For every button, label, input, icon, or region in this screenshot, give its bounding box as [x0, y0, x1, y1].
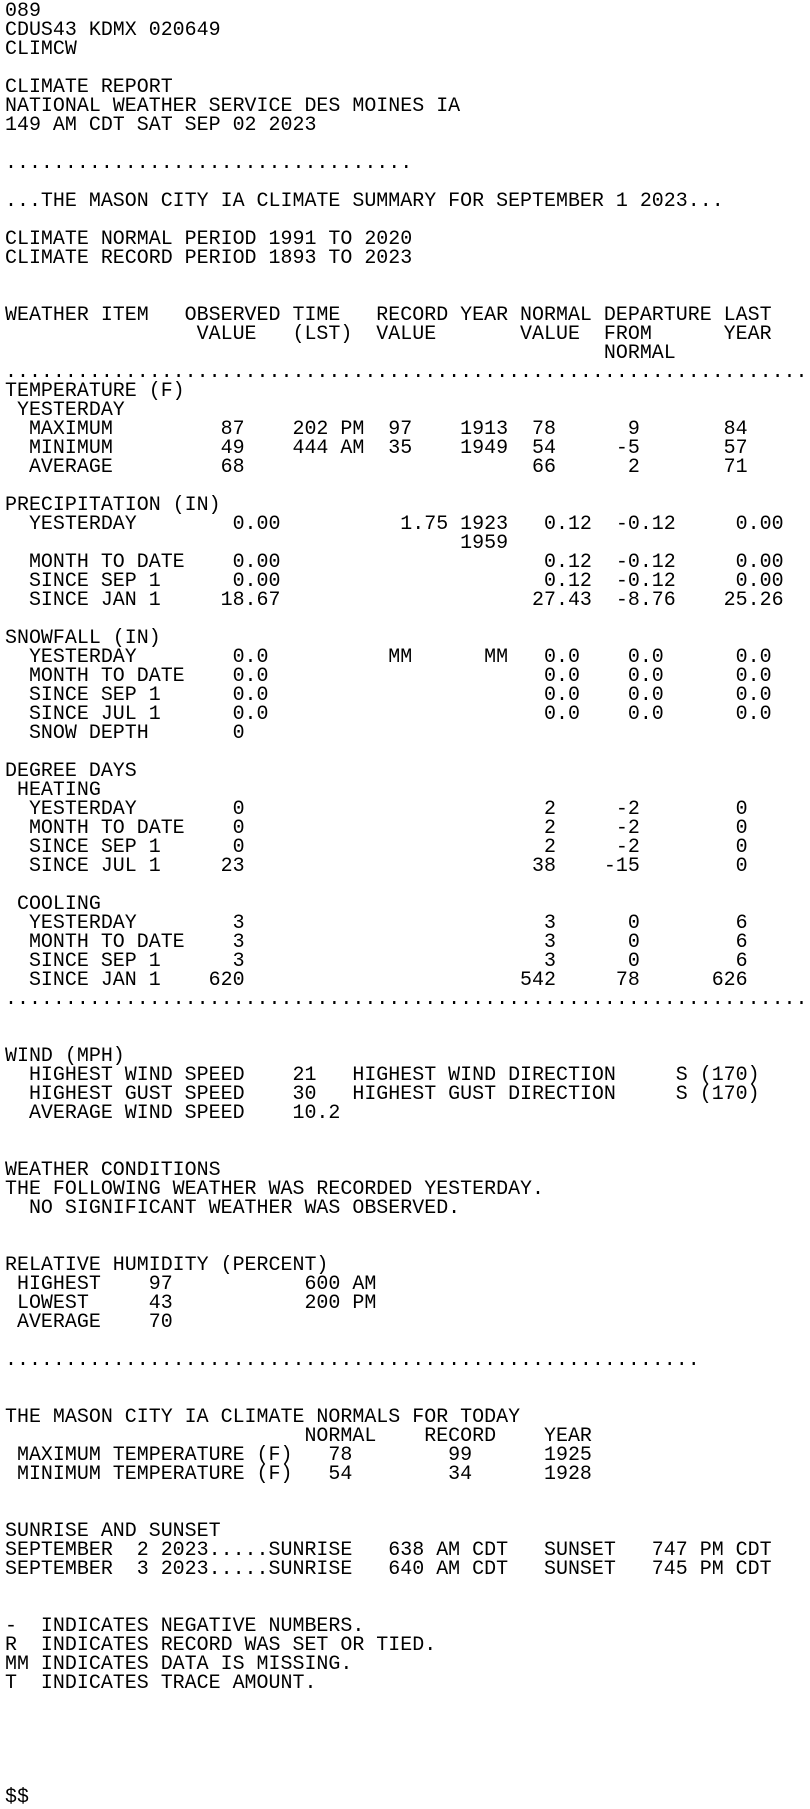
report-line: SEPTEMBER 2 2023.....SUNRISE 638 AM CDT SUNSET 747 PM CDT	[4, 1539, 772, 1562]
report-line: MONTH TO DATE 0 2 -2 0	[4, 817, 748, 840]
report-line: YESTERDAY 3 3 0 6	[4, 912, 748, 935]
report-line: YESTERDAY 0 2 -2 0	[4, 798, 748, 821]
report-line: MM INDICATES DATA IS MISSING.	[4, 1653, 353, 1676]
report-line	[5, 1484, 808, 1503]
report-line: SNOWFALL (IN)	[4, 627, 161, 650]
report-line: WIND (MPH)	[4, 1045, 125, 1068]
report-line: T INDICATES TRACE AMOUNT.	[4, 1672, 317, 1695]
report-line: SEPTEMBER 3 2023.....SUNRISE 640 AM CDT SUNSET 745 PM CDT	[4, 1558, 772, 1581]
report-line: ...................................................................	[4, 361, 808, 384]
report-line: WEATHER CONDITIONS	[4, 1159, 221, 1182]
report-line: CLIMATE RECORD PERIOD 1893 TO 2023	[4, 247, 413, 270]
report-line: R INDICATES RECORD WAS SET OR TIED.	[4, 1634, 437, 1657]
report-line: SINCE SEP 1 0.00 0.12 -0.12 0.00	[4, 570, 784, 593]
report-line: PRECIPITATION (IN)	[4, 494, 221, 517]
report-line: SINCE JAN 1 18.67 27.43 -8.76 25.26	[4, 589, 784, 612]
report-line	[5, 1009, 808, 1028]
report-line	[5, 268, 808, 287]
report-line: 149 AM CDT SAT SEP 02 2023	[4, 114, 317, 137]
report-line: MONTH TO DATE 3 3 0 6	[4, 931, 748, 954]
report-line: LOWEST 43 200 PM	[4, 1292, 377, 1315]
report-line: COOLING	[4, 893, 101, 916]
report-line: SUNRISE AND SUNSET	[4, 1520, 221, 1543]
report-line: MINIMUM TEMPERATURE (F) 54 34 1928	[4, 1463, 592, 1486]
report-line: MONTH TO DATE 0.00 0.12 -0.12 0.00	[4, 551, 784, 574]
report-line: YESTERDAY	[4, 399, 125, 422]
report-line: SINCE JAN 1 620 542 78 626	[4, 969, 748, 992]
report-line: THE MASON CITY IA CLIMATE NORMALS FOR TODAY	[4, 1406, 521, 1429]
report-line: VALUE (LST) VALUE VALUE FROM YEAR	[4, 323, 772, 346]
report-line: ..........................................................	[4, 1349, 700, 1372]
report-line: SINCE SEP 1 0.0 0.0 0.0 0.0	[4, 684, 772, 707]
report-line: HIGHEST 97 600 AM	[4, 1273, 377, 1296]
report-line: $$	[4, 1786, 29, 1809]
report-line: 089	[4, 0, 41, 23]
report-line: SINCE SEP 1 0 2 -2 0	[4, 836, 748, 859]
report-line	[5, 1028, 808, 1047]
report-line: TEMPERATURE (F)	[4, 380, 185, 403]
report-line: NORMAL	[4, 342, 676, 365]
report-line: AVERAGE WIND SPEED 10.2	[4, 1102, 341, 1125]
report-line	[5, 1218, 808, 1237]
report-line: THE FOLLOWING WEATHER WAS RECORDED YESTERDAY.	[4, 1178, 545, 1201]
report-line: SNOW DEPTH 0	[4, 722, 245, 745]
report-line: - INDICATES NEGATIVE NUMBERS.	[4, 1615, 365, 1638]
report-line: NATIONAL WEATHER SERVICE DES MOINES IA	[4, 95, 461, 118]
report-line: MINIMUM 49 444 AM 35 1949 54 -5 57	[4, 437, 748, 460]
report-line	[5, 1370, 808, 1389]
report-line	[5, 876, 808, 895]
report-line: CDUS43 KDMX 020649	[4, 19, 221, 42]
report-line: MONTH TO DATE 0.0 0.0 0.0 0.0	[4, 665, 772, 688]
report-line: NORMAL RECORD YEAR	[4, 1425, 592, 1448]
report-line: CLIMCW	[4, 38, 77, 61]
report-line	[5, 1712, 808, 1731]
report-line: ...THE MASON CITY IA CLIMATE SUMMARY FOR SEPTEMBER 1 2023...	[4, 190, 724, 213]
report-line	[5, 1693, 808, 1712]
report-line: CLIMATE REPORT	[4, 76, 173, 99]
report-line: SINCE SEP 1 3 3 0 6	[4, 950, 748, 973]
report-line: WEATHER ITEM OBSERVED TIME RECORD YEAR NORMAL DEPARTURE LAST	[4, 304, 772, 327]
report-line: HIGHEST WIND SPEED 21 HIGHEST WIND DIRECTION S (170)	[4, 1064, 760, 1087]
report-line	[5, 1579, 808, 1598]
report-line: SINCE JUL 1 23 38 -15 0	[4, 855, 748, 878]
report-line: DEGREE DAYS	[4, 760, 137, 783]
report-line: ..................................	[4, 152, 413, 175]
report-line: MAXIMUM 87 202 PM 97 1913 78 9 84	[4, 418, 748, 441]
report-line: YESTERDAY 0.00 1.75 1923 0.12 -0.12 0.00	[4, 513, 784, 536]
report-line: SINCE JUL 1 0.0 0.0 0.0 0.0	[4, 703, 772, 726]
report-line: NO SIGNIFICANT WEATHER WAS OBSERVED.	[4, 1197, 461, 1220]
report-line	[5, 1731, 808, 1750]
report-line: AVERAGE 68 66 2 71	[4, 456, 748, 479]
report-line: AVERAGE 70	[4, 1311, 173, 1334]
report-line: MAXIMUM TEMPERATURE (F) 78 99 1925	[4, 1444, 592, 1467]
report-line	[5, 1769, 808, 1788]
report-line: RELATIVE HUMIDITY (PERCENT)	[4, 1254, 329, 1277]
report-line	[5, 1750, 808, 1769]
report-line	[5, 1123, 808, 1142]
report-line: HIGHEST GUST SPEED 30 HIGHEST GUST DIRECTION S (170)	[4, 1083, 760, 1106]
report-line: HEATING	[4, 779, 101, 802]
report-line: 1959	[4, 532, 509, 555]
report-line: YESTERDAY 0.0 MM MM 0.0 0.0 0.0	[4, 646, 772, 669]
report-line: CLIMATE NORMAL PERIOD 1991 TO 2020	[4, 228, 413, 251]
report-line: ...................................................................	[4, 988, 808, 1011]
